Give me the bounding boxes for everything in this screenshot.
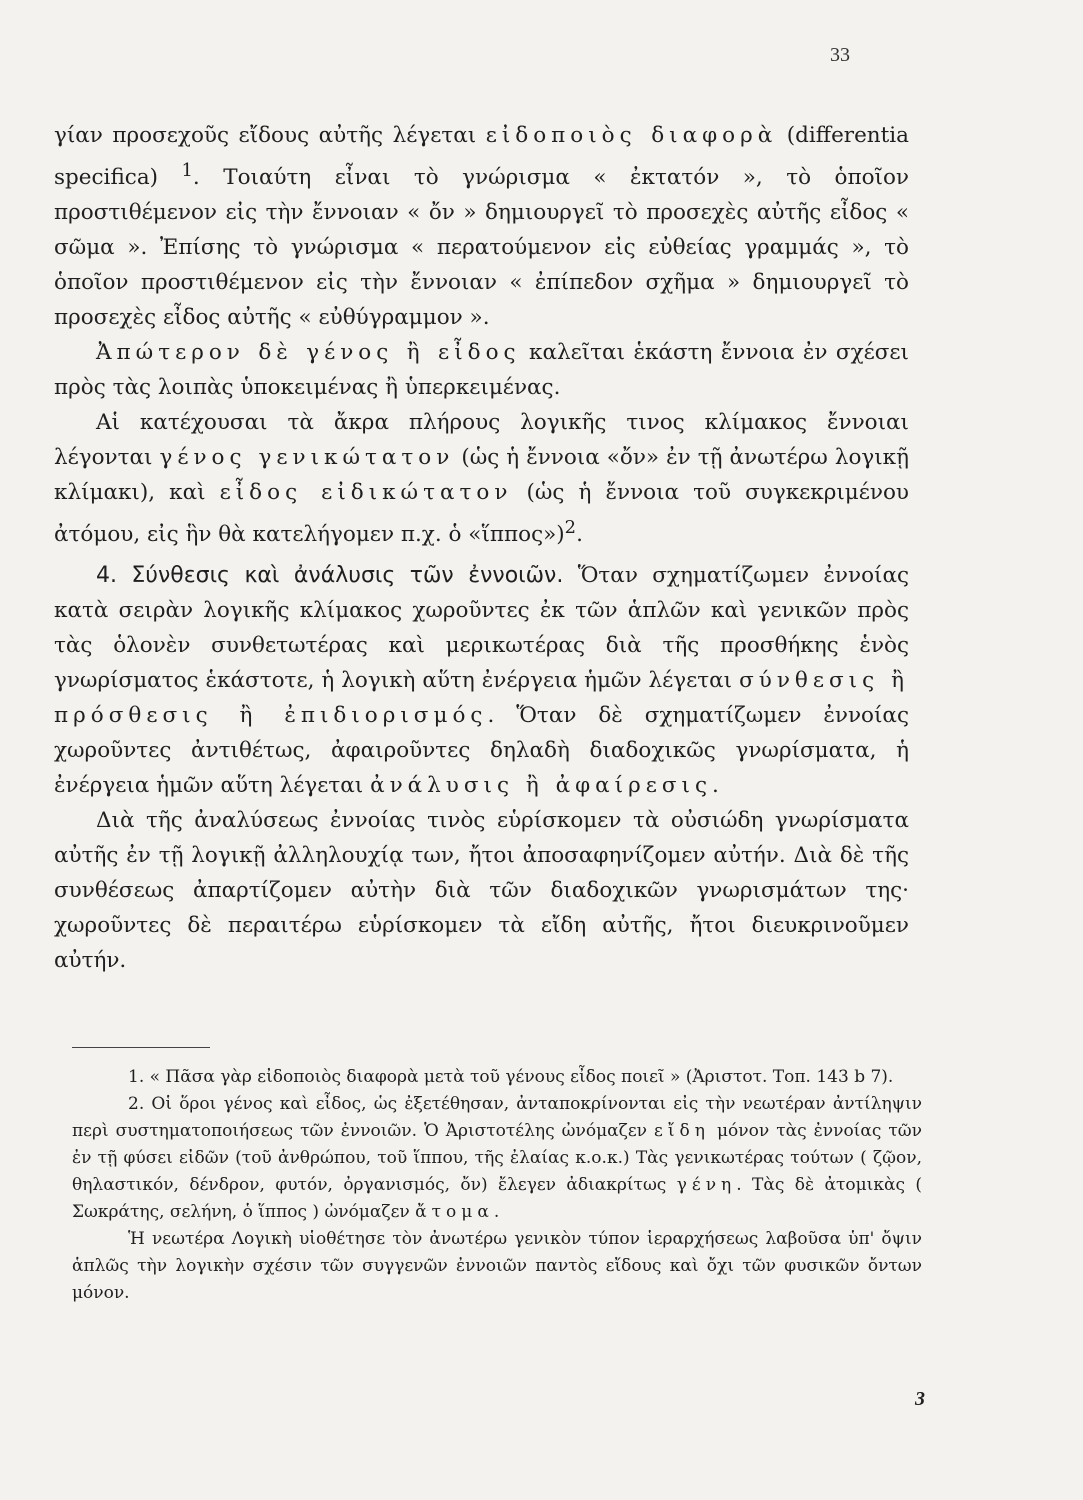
footnote-2	[72, 1091, 922, 1226]
text-run: Αἱ κατέχουσαι τὰ ἄκρα πλήρους λογικῆς τινος κλίμακος ἔννοιαι λέγονται	[54, 410, 909, 471]
paragraph-3	[54, 405, 909, 552]
spaced-term: σύνθεσις ἢ πρόσθεσις ἢ ἐπιδιορισμός	[54, 668, 910, 729]
footnote-1: 1. « Πᾶσα γὰρ εἰδοποιὸς διαφορὰ μετὰ τοῦ γένους εἶδος ποιεῖ » (Ἀριστοτ. Τοπ. 143 b 7).	[128, 1067, 894, 1087]
footnotes	[72, 1064, 922, 1307]
text-run: .	[493, 1202, 500, 1222]
section-heading: Σύνθεσις καὶ ἀνάλυσις τῶν ἐννοιῶν.	[131, 563, 564, 589]
text-run: . Τοιαύτη εἶναι τὸ γνώρισμα « ἐκτατόν », τὸ ὁποῖον προστιθέμενον εἰς τὴν ἔννοιαν « ὄν » δημιουργεῖ τὸ προσεχὲς αὐτῆς εἶδος « σῶμα ». Ἐπίσης τὸ γνώρισμα « περατούμενον εἰς εὐθείας γραμμάς », τὸ ὁποῖον προστιθέμενον εἰς τὴν ἔννοιαν « ἐπίπεδον σχῆμα » δημιουργεῖ τὸ προσεχὲς εἶδος αὐτῆς « εὐθύγραμμον ».	[54, 165, 910, 331]
section-4-paragraph	[54, 558, 909, 803]
footnote-ref-2: 2	[564, 517, 577, 539]
main-text	[54, 118, 909, 978]
paragraph-1	[54, 118, 909, 335]
spaced-term: εἶδος εἰδικώτατον	[219, 480, 513, 506]
text-run: μόνον τὰς ἐννοίας τῶν ἐν τῇ φύσει εἰδῶν (τοῦ ἀνθρώπου, τοῦ ἵππου, τῆς ἐλαίας κ.ο.κ.) Τὰς γενικωτέρας τούτων ( ζῷον, θηλαστικόν, δένδρον, φυτόν, ὀργανισμός, ὄν) ἔλεγεν ἀδιακρίτως	[72, 1121, 922, 1195]
spaced-term: Ἀπώτερον δὲ γένος ἢ εἶδος	[96, 340, 521, 366]
text-run: 2. Οἱ ὅροι γένος καὶ εἶδος, ὡς ἐξετέθησαν, ἀνταποκρίνονται εἰς τὴν νεωτέραν ἀντίληψιν περὶ συστηματοποιήσεως τῶν ἐννοιῶν. Ὁ Ἀριστοτέλης ὠνόμαζεν	[72, 1094, 922, 1141]
footnote-2-continuation: Ἡ νεωτέρα Λογικὴ υἱοθέτησε τὸν ἀνωτέρω γενικὸν τύπον ἱεραρχήσεως λαβοῦσα ὑπ' ὄψιν ἁπλῶς τὴν λογικὴν σχέσιν τῶν συγγενῶν ἐννοιῶν παντὸς εἴδους καὶ ὄχι τῶν φυσικῶν ὄντων μόνον.	[72, 1229, 922, 1303]
spaced-term: γένη	[676, 1175, 737, 1195]
section-number: 4.	[96, 563, 117, 589]
text-run: Ὅταν σχηματίζωμεν ἐννοίας κατὰ σειρὰν λογικῆς κλίμακος χωροῦντες ἐκ τῶν ἁπλῶν καὶ γενικῶν πρὸς τὰς ὁλονὲν συνθετωτέρας καὶ μερικωτέρας διὰ τῆς προσθήκης ἑνὸς γνωρίσματος ἑκάστοτε, ἡ λογικὴ αὕτη ἐνέργεια ἡμῶν λέγεται	[54, 563, 909, 694]
text-run: καλεῖται ἑκάστη ἔννοια ἐν σχέσει πρὸς τὰς λοιπὰς ὑποκειμένας ἢ ὑπερκειμένας.	[54, 340, 909, 401]
paragraph-2	[54, 335, 909, 405]
text-run: γίαν προσεχοῦς εἴδους αὐτῆς λέγεται	[54, 123, 486, 148]
text-run: (differentia specifica)	[54, 123, 909, 191]
text-run: .	[712, 773, 719, 799]
text-run: . Τὰς δὲ ἀτομικὰς ( Σωκράτης, σελήνη, ὁ ἵππος ) ὠνόμαζεν	[72, 1175, 923, 1222]
text-run: . Ὅταν δὲ σχηματίζωμεν ἐννοίας χωροῦντες ἀντιθέτως, ἀφαιροῦντες δηλαδὴ διαδοχικῶς γνωρίσματα, ἡ ἐνέργεια ἡμῶν αὕτη λέγεται	[54, 703, 909, 799]
spaced-term: ἀνάλυσις ἢ ἀφαίρεσις	[370, 773, 713, 799]
spaced-term: εἰδοποιὸς διαφορὰ	[485, 123, 778, 148]
spaced-term: γένος γενικώτατον	[159, 445, 455, 471]
footnote-ref-1: 1	[181, 160, 193, 181]
spaced-term: εἴδη	[654, 1121, 710, 1141]
text-run: (ὡς ἡ ἔννοια «ὄν» ἐν τῇ ἀνωτέρω λογικῇ κλίμακι), καὶ	[54, 445, 909, 506]
signature-mark: 3	[915, 1388, 925, 1410]
footnote-divider	[72, 1047, 210, 1048]
spaced-term: ἄτομα	[415, 1202, 494, 1222]
text-run: .	[576, 522, 583, 548]
page-number: 33	[830, 44, 850, 66]
text-run: (ὡς ἡ ἔννοια τοῦ συγκεκριμένου ἀτόμου, εἰς ἣν θὰ κατελήγομεν π.χ. ὁ «ἵππος»)	[54, 480, 909, 548]
paragraph-5: Διὰ τῆς ἀναλύσεως ἐννοίας τινὸς εὑρίσκομεν τὰ οὐσιώδη γνωρίσματα αὐτῆς ἐν τῇ λογικῇ ἀλληλουχίᾳ των, ἤτοι ἀποσαφηνίζομεν αὐτήν. Διὰ δὲ τῆς συνθέσεως ἀπαρτίζομεν αὐτὴν διὰ τῶν διαδοχικῶν γνωρισμάτων της· χωροῦντες δὲ περαιτέρω εὑρίσκομεν τὰ εἴδη αὐτῆς, ἤτοι διευκρινοῦμεν αὐτήν.	[54, 808, 909, 974]
